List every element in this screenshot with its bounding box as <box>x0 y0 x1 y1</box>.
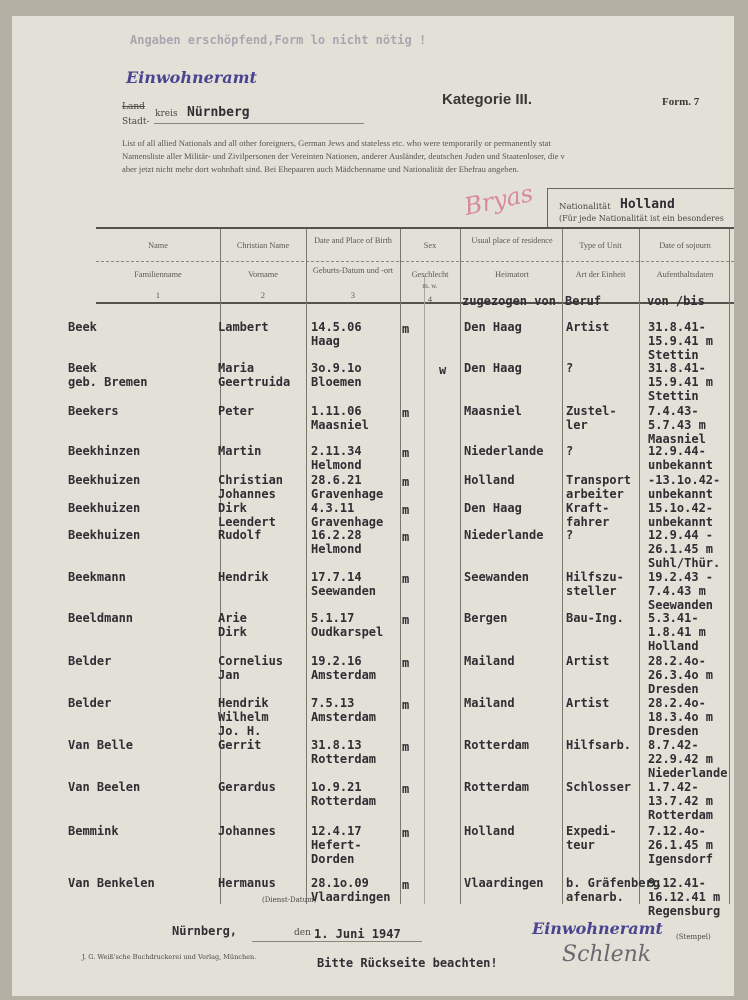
footer-date: 1. Juni 1947 <box>314 927 401 941</box>
cell-sojourn-line: 8.7.42- <box>648 738 699 752</box>
cell-sojourn-line: 12.9.44 - <box>648 528 714 542</box>
cell-first-name <box>218 361 290 389</box>
col-header-residence-de: Heimatort <box>495 270 529 279</box>
cell-name <box>68 528 140 542</box>
cell-first-name <box>218 780 276 794</box>
cell-sojourn-line: 26.1.45 m <box>648 838 714 852</box>
cell-birth-line: Gravenhage <box>311 487 384 501</box>
col-header-unit-de: Art der Einheit <box>575 270 626 279</box>
cell-unit-line: ler <box>566 418 588 432</box>
cell-sojourn <box>648 361 713 403</box>
cell-sojourn-line: 5.7.43 m <box>648 418 706 432</box>
cell-first-name-line: Arie <box>218 611 247 625</box>
col-header-name-en: Name <box>148 241 168 250</box>
cell-sojourn-line: 31.8.41- <box>648 361 706 375</box>
cell-first-name <box>218 876 276 890</box>
cell-residence: Maasniel <box>464 404 522 418</box>
cell-sojourn-line: Dresden <box>648 724 699 738</box>
cell-first-name <box>218 528 261 542</box>
cell-sex-m: m <box>402 322 410 336</box>
cell-name <box>68 824 119 838</box>
cell-unit <box>566 738 631 752</box>
cell-unit-line: Transport <box>566 473 632 487</box>
top-note: Angaben erschöpfend,Form lo nicht nötig ! <box>130 33 427 47</box>
cell-birth-line: 28.1o.09 <box>311 876 369 890</box>
cell-birth-line: Rotterdam <box>311 794 377 808</box>
category-title: Kategorie III. <box>442 91 533 108</box>
col-divider-sex <box>424 276 425 904</box>
cell-first-name-line: Jan <box>218 668 240 682</box>
cell-first-name-line: Dirk <box>218 501 247 515</box>
cell-sex-m: m <box>402 878 410 892</box>
cell-name-line: Beekhuizen <box>68 528 141 542</box>
cell-name <box>68 444 140 458</box>
cell-sojourn-line: Seewanden <box>648 598 714 612</box>
cell-birth <box>311 361 362 389</box>
cell-birth-line: Oudkarspel <box>311 625 384 639</box>
footer-city: Nürnberg, <box>172 924 238 938</box>
col-header-christian-num: 2 <box>260 291 266 300</box>
cell-first-name <box>218 738 261 752</box>
cell-birth <box>311 501 383 529</box>
cell-name-line: Beekhuizen <box>68 473 141 487</box>
cell-residence: Mailand <box>464 696 515 710</box>
cell-birth-line: Vlaardingen <box>311 890 391 904</box>
cell-sojourn-line: 28.2.4o- <box>648 654 706 668</box>
cell-birth-line: 12.4.17 <box>311 824 362 838</box>
cell-first-name <box>218 501 276 529</box>
cell-sojourn-line: Stettin <box>648 348 699 362</box>
cell-sex-m: m <box>402 656 410 670</box>
city-value: Nürnberg <box>187 105 250 120</box>
cell-unit <box>566 320 609 334</box>
form-page <box>12 16 734 996</box>
cell-first-name-line: Gerardus <box>218 780 276 794</box>
cell-unit <box>566 361 573 375</box>
cell-residence: Vlaardingen <box>464 876 544 890</box>
cell-residence: Bergen <box>464 611 508 625</box>
reverse-note: Bitte Rückseite beachten! <box>317 956 498 970</box>
cell-first-name-line: Martin <box>218 444 262 458</box>
cell-unit <box>566 654 609 668</box>
cell-sex-m: m <box>402 698 410 712</box>
col-header-birth-de: Geburts-Datum und -ort <box>312 266 394 275</box>
cell-unit <box>566 696 609 710</box>
cell-name-line: Beeldmann <box>68 611 134 625</box>
cell-first-name-line: Lambert <box>218 320 269 334</box>
cell-first-name-line: Johannes <box>218 824 276 838</box>
cell-residence: Den Haag <box>464 501 522 515</box>
cell-sojourn-line: 15.9.41 m <box>648 375 714 389</box>
cell-unit-line: ? <box>566 361 574 375</box>
cell-sojourn <box>648 570 713 612</box>
cell-birth <box>311 738 376 766</box>
cell-birth <box>311 780 376 808</box>
cell-first-name-line: Rudolf <box>218 528 262 542</box>
cell-sex-m: m <box>402 475 410 489</box>
cell-birth-line: 7.5.13 <box>311 696 355 710</box>
cell-birth-line: Helmond <box>311 458 362 472</box>
cell-name <box>68 876 155 890</box>
cell-sojourn-line: Suhl/Thür. <box>648 556 721 570</box>
col-header-residence-en: Usual place of residence <box>471 236 553 245</box>
cell-sojourn-line: Rotterdam <box>648 808 714 822</box>
cell-name <box>68 780 140 794</box>
cell-unit <box>566 780 631 794</box>
office-stamp: Einwohneramt <box>126 68 257 87</box>
cell-birth-line: Haag <box>311 334 340 348</box>
cell-birth <box>311 824 362 866</box>
cell-birth-line: 19.2.16 <box>311 654 362 668</box>
cell-sojourn-line: 7.12.4o- <box>648 824 706 838</box>
cell-sex-m: m <box>402 613 410 627</box>
cell-sojourn-line: Holland <box>648 639 699 653</box>
cell-sojourn-line: 15.9.41 m <box>648 334 714 348</box>
cell-sex-m: m <box>402 406 410 420</box>
cell-first-name-line: Maria <box>218 361 255 375</box>
cell-unit <box>566 876 660 904</box>
footer-date-caption: (Dienst-Datum) <box>262 896 317 904</box>
col-header-unit-en: Type of Unit <box>579 241 622 250</box>
cell-name <box>68 361 147 389</box>
cell-birth-line: Helmond <box>311 542 362 556</box>
cell-unit-line: afenarb. <box>566 890 624 904</box>
typed-header-sojourn: von /bis <box>647 294 705 308</box>
cell-birth-line: Gravenhage <box>311 515 384 529</box>
cell-birth <box>311 320 362 348</box>
cell-residence: Niederlande <box>464 528 544 542</box>
cell-sojourn-line: 1.8.41 m <box>648 625 706 639</box>
col-header-birth-en: Date and Place of Birth <box>314 236 392 245</box>
cell-name <box>68 696 111 710</box>
cell-unit-line: Hilfszu- <box>566 570 624 584</box>
cell-sex-m: m <box>402 530 410 544</box>
cell-sex-m: m <box>402 826 410 840</box>
cell-birth-line: 5.1.17 <box>311 611 355 625</box>
intro-german-2: aber jetzt nicht mehr dort wohnhaft sind. Bei Ehepaaren auch Mädchenname und Nationalität der Ehefrau angeben. <box>122 164 519 174</box>
cell-sojourn-line: 7.4.43 m <box>648 584 706 598</box>
cell-residence: Rotterdam <box>464 780 530 794</box>
cell-unit-line: Zustel- <box>566 404 617 418</box>
cell-name-line: Van Benkelen <box>68 876 155 890</box>
col-header-sex-de: Geschlecht <box>411 270 449 279</box>
col-divider-4 <box>460 229 461 904</box>
col-divider-2 <box>306 229 307 904</box>
cell-sojourn-line: 22.9.42 m <box>648 752 714 766</box>
cell-birth-line: 31.8.13 <box>311 738 362 752</box>
col-header-sex-sub: m. w. <box>422 282 438 290</box>
cell-sex-m: m <box>402 782 410 796</box>
cell-residence: Mailand <box>464 654 515 668</box>
cell-name-line: Van Beelen <box>68 780 141 794</box>
footer-stamp: Einwohneramt <box>532 919 663 938</box>
cell-sojourn-line: 16.12.41 m <box>648 890 721 904</box>
land-label-struck: Land <box>122 102 145 112</box>
cell-birth-line: Amsterdam <box>311 668 377 682</box>
cell-name-line: Beekhinzen <box>68 444 141 458</box>
cell-sojourn <box>648 738 727 780</box>
cell-first-name-line: Jo. H. <box>218 724 262 738</box>
footer-stamp-caption: (Stempel) <box>676 933 711 941</box>
cell-birth-line: Seewanden <box>311 584 377 598</box>
cell-birth <box>311 654 376 682</box>
cell-first-name-line: Hermanus <box>218 876 276 890</box>
form-number: Form. 7 <box>662 96 700 108</box>
cell-unit-line: Artist <box>566 654 610 668</box>
cell-birth-line: Dorden <box>311 852 355 866</box>
cell-name <box>68 611 133 625</box>
cell-name <box>68 473 140 487</box>
cell-sex-m: m <box>402 503 410 517</box>
printer-imprint: J. G. Weiß'sche Buchdruckerei und Verlag, München. <box>82 953 257 961</box>
cell-birth-line: 1o.9.21 <box>311 780 362 794</box>
cell-birth <box>311 876 390 904</box>
cell-sojourn-line: 1.7.42- <box>648 780 699 794</box>
cell-sojourn <box>648 780 713 822</box>
cell-unit-line: ? <box>566 528 574 542</box>
cell-birth <box>311 404 369 432</box>
cell-first-name-line: Hendrik <box>218 570 269 584</box>
nationality-label: Nationalität <box>559 202 611 212</box>
stadt-label: Stadt- <box>122 117 150 127</box>
cell-sojourn-line: 12.9.44- <box>648 444 706 458</box>
col-header-christian-en: Christian Name <box>236 241 290 250</box>
cell-first-name-line: Peter <box>218 404 255 418</box>
cell-sojourn-line: 18.3.4o m <box>648 710 714 724</box>
cell-name-line: geb. Bremen <box>68 375 148 389</box>
cell-unit-line: Schlosser <box>566 780 632 794</box>
cell-unit-line: steller <box>566 584 617 598</box>
cell-name-line: Bemmink <box>68 824 119 838</box>
cell-sojourn-line: 13.7.42 m <box>648 794 714 808</box>
cell-name-line: Van Belle <box>68 738 134 752</box>
cell-unit <box>566 570 624 598</box>
col-divider-5 <box>562 229 563 904</box>
cell-name-line: Beek <box>68 320 97 334</box>
cell-unit-line: b. Gräfenberg <box>566 876 660 890</box>
cell-first-name <box>218 824 276 838</box>
cell-first-name <box>218 444 261 458</box>
cell-birth-line: 28.6.21 <box>311 473 362 487</box>
cell-sojourn <box>648 404 706 446</box>
cell-birth-line: Amsterdam <box>311 710 377 724</box>
cell-sojourn-line: 7.4.43- <box>648 404 699 418</box>
cell-sojourn-line: 26.3.4o m <box>648 668 714 682</box>
cell-name-line: Beekers <box>68 404 119 418</box>
cell-first-name <box>218 611 247 639</box>
cell-birth-line: 2.11.34 <box>311 444 362 458</box>
cell-name-line: Beekmann <box>68 570 126 584</box>
cell-sojourn <box>648 444 713 472</box>
cell-birth <box>311 611 383 639</box>
cell-birth <box>311 444 362 472</box>
col-header-sex-en: Sex <box>423 241 437 250</box>
typed-header-residence: zugezogen von <box>462 294 556 308</box>
nationality-value: Holland <box>620 197 675 212</box>
cell-birth-line: Hefert- <box>311 838 362 852</box>
cell-unit <box>566 824 617 852</box>
cell-first-name-line: Leendert <box>218 515 276 529</box>
cell-first-name-line: Johannes <box>218 487 276 501</box>
cell-sojourn-line: Maasniel <box>648 432 706 446</box>
cell-sojourn-line: -13.1o.42- <box>648 473 721 487</box>
cell-birth-line: 4.3.11 <box>311 501 355 515</box>
cell-name <box>68 654 111 668</box>
cell-sojourn-line: Regensburg <box>648 904 721 918</box>
col-divider-7 <box>729 229 730 904</box>
cell-first-name <box>218 320 269 334</box>
cell-unit-line: Artist <box>566 320 610 334</box>
intro-english: List of all allied Nationals and all other foreigners, German Jews and stateless etc. who were temporarily or permanently stat <box>122 138 551 148</box>
cell-sojourn <box>648 876 720 918</box>
col-header-name-num: 1 <box>155 291 161 300</box>
cell-sojourn <box>648 501 713 529</box>
cell-sojourn-line: 5.3.41- <box>648 611 699 625</box>
cell-unit <box>566 473 631 501</box>
cell-first-name-line: Gerrit <box>218 738 262 752</box>
cell-sex-m: m <box>402 446 410 460</box>
cell-name-line: Belder <box>68 696 112 710</box>
cell-residence: Rotterdam <box>464 738 530 752</box>
col-header-sojourn-de: Aufenthaltsdaten <box>656 270 714 279</box>
cell-residence: Den Haag <box>464 361 522 375</box>
cell-name-line: Beek <box>68 361 97 375</box>
cell-birth-line: 1.11.06 <box>311 404 362 418</box>
cell-sojourn-line: Dresden <box>648 682 699 696</box>
kreis-label: kreis <box>155 109 178 119</box>
cell-sex-w: w <box>439 363 447 377</box>
cell-sojourn-line: 15.1o.42- <box>648 501 714 515</box>
col-divider-3 <box>400 229 401 904</box>
cell-first-name-line: Wilhelm <box>218 710 269 724</box>
cell-first-name-line: Geertruida <box>218 375 291 389</box>
footer-date-line <box>252 941 422 942</box>
cell-sojourn <box>648 528 720 570</box>
cell-birth-line: 17.7.14 <box>311 570 362 584</box>
typed-header-unit: Beruf <box>565 294 602 308</box>
cell-birth <box>311 696 376 724</box>
cell-sex-m: m <box>402 740 410 754</box>
cell-residence: Holland <box>464 473 515 487</box>
cell-name <box>68 404 119 418</box>
cell-birth <box>311 570 376 598</box>
cell-first-name-line: Dirk <box>218 625 247 639</box>
cell-name-line: Beekhuizen <box>68 501 141 515</box>
cell-birth <box>311 473 383 501</box>
cell-name <box>68 570 126 584</box>
col-header-name-de: Familienname <box>134 270 182 279</box>
cell-unit <box>566 444 573 458</box>
cell-first-name <box>218 404 254 418</box>
intro-german: Namensliste aller Militär- und Zivilpersonen der Vereinten Nationen, anderer Ausländer, deutschen Juden und Staatenloser, die v <box>122 151 565 161</box>
cell-sojourn <box>648 611 706 653</box>
cell-residence: Den Haag <box>464 320 522 334</box>
cell-first-name <box>218 654 283 682</box>
cell-unit <box>566 611 624 625</box>
cell-first-name <box>218 473 283 501</box>
cell-unit-line: Expedi- <box>566 824 617 838</box>
cell-unit-line: Kraft- <box>566 501 610 515</box>
cell-sojourn <box>648 696 713 738</box>
cell-sojourn-line: 26.1.45 m <box>648 542 714 556</box>
cell-unit-line: Bau-Ing. <box>566 611 624 625</box>
signature: Schlenk <box>562 942 652 967</box>
cell-name <box>68 320 97 334</box>
cell-sojourn <box>648 654 713 696</box>
cell-residence: Niederlande <box>464 444 544 458</box>
cell-first-name-line: Cornelius <box>218 654 284 668</box>
cell-residence: Seewanden <box>464 570 530 584</box>
cell-sojourn <box>648 473 720 501</box>
cell-unit-line: teur <box>566 838 595 852</box>
cell-birth-line: Rotterdam <box>311 752 377 766</box>
cell-unit <box>566 501 609 529</box>
city-underline <box>154 123 364 124</box>
cell-unit-line: ? <box>566 444 574 458</box>
cell-sojourn-line: 19.2.43 - <box>648 570 714 584</box>
cell-first-name <box>218 570 269 584</box>
cell-birth <box>311 528 362 556</box>
cell-unit-line: Artist <box>566 696 610 710</box>
col-divider-6 <box>639 229 640 904</box>
cell-unit-line: arbeiter <box>566 487 624 501</box>
cell-unit <box>566 404 617 432</box>
cell-sojourn-line: Niederlande <box>648 766 728 780</box>
nationality-note: (Für jede Nationalität ist ein besonderes <box>559 214 724 223</box>
cell-birth-line: 14.5.06 <box>311 320 362 334</box>
cell-sojourn-line: 31.8.41- <box>648 320 706 334</box>
cell-name <box>68 738 133 752</box>
cell-birth-line: Bloemen <box>311 375 362 389</box>
handwritten-mark: Bryas <box>461 179 536 221</box>
col-header-sex-num: 4 <box>427 295 433 304</box>
cell-sojourn-line: unbekannt <box>648 458 714 472</box>
cell-first-name <box>218 696 269 738</box>
cell-residence: Holland <box>464 824 515 838</box>
cell-unit-line: fahrer <box>566 515 610 529</box>
cell-birth-line: 16.2.28 <box>311 528 362 542</box>
cell-sojourn <box>648 824 713 866</box>
cell-unit-line: Hilfsarb. <box>566 738 632 752</box>
cell-name-line: Belder <box>68 654 112 668</box>
cell-sojourn-line: unbekannt <box>648 487 714 501</box>
cell-first-name-line: Hendrik <box>218 696 269 710</box>
cell-name <box>68 501 140 515</box>
cell-sojourn-line: Igensdorf <box>648 852 714 866</box>
cell-first-name-line: Christian <box>218 473 284 487</box>
footer-den: den <box>294 928 311 938</box>
cell-sojourn-line: 9.12.41- <box>648 876 706 890</box>
cell-sojourn-line: Stettin <box>648 389 699 403</box>
cell-unit <box>566 528 573 542</box>
cell-birth-line: Maasniel <box>311 418 369 432</box>
col-header-christian-de: Vorname <box>248 270 278 279</box>
col-header-birth-num: 3 <box>350 291 356 300</box>
cell-sojourn-line: 28.2.4o- <box>648 696 706 710</box>
cell-sojourn-line: unbekannt <box>648 515 714 529</box>
cell-birth-line: 3o.9.1o <box>311 361 362 375</box>
cell-sojourn <box>648 320 713 362</box>
cell-sex-m: m <box>402 572 410 586</box>
col-header-sojourn-en: Date of sojourn <box>659 241 711 250</box>
